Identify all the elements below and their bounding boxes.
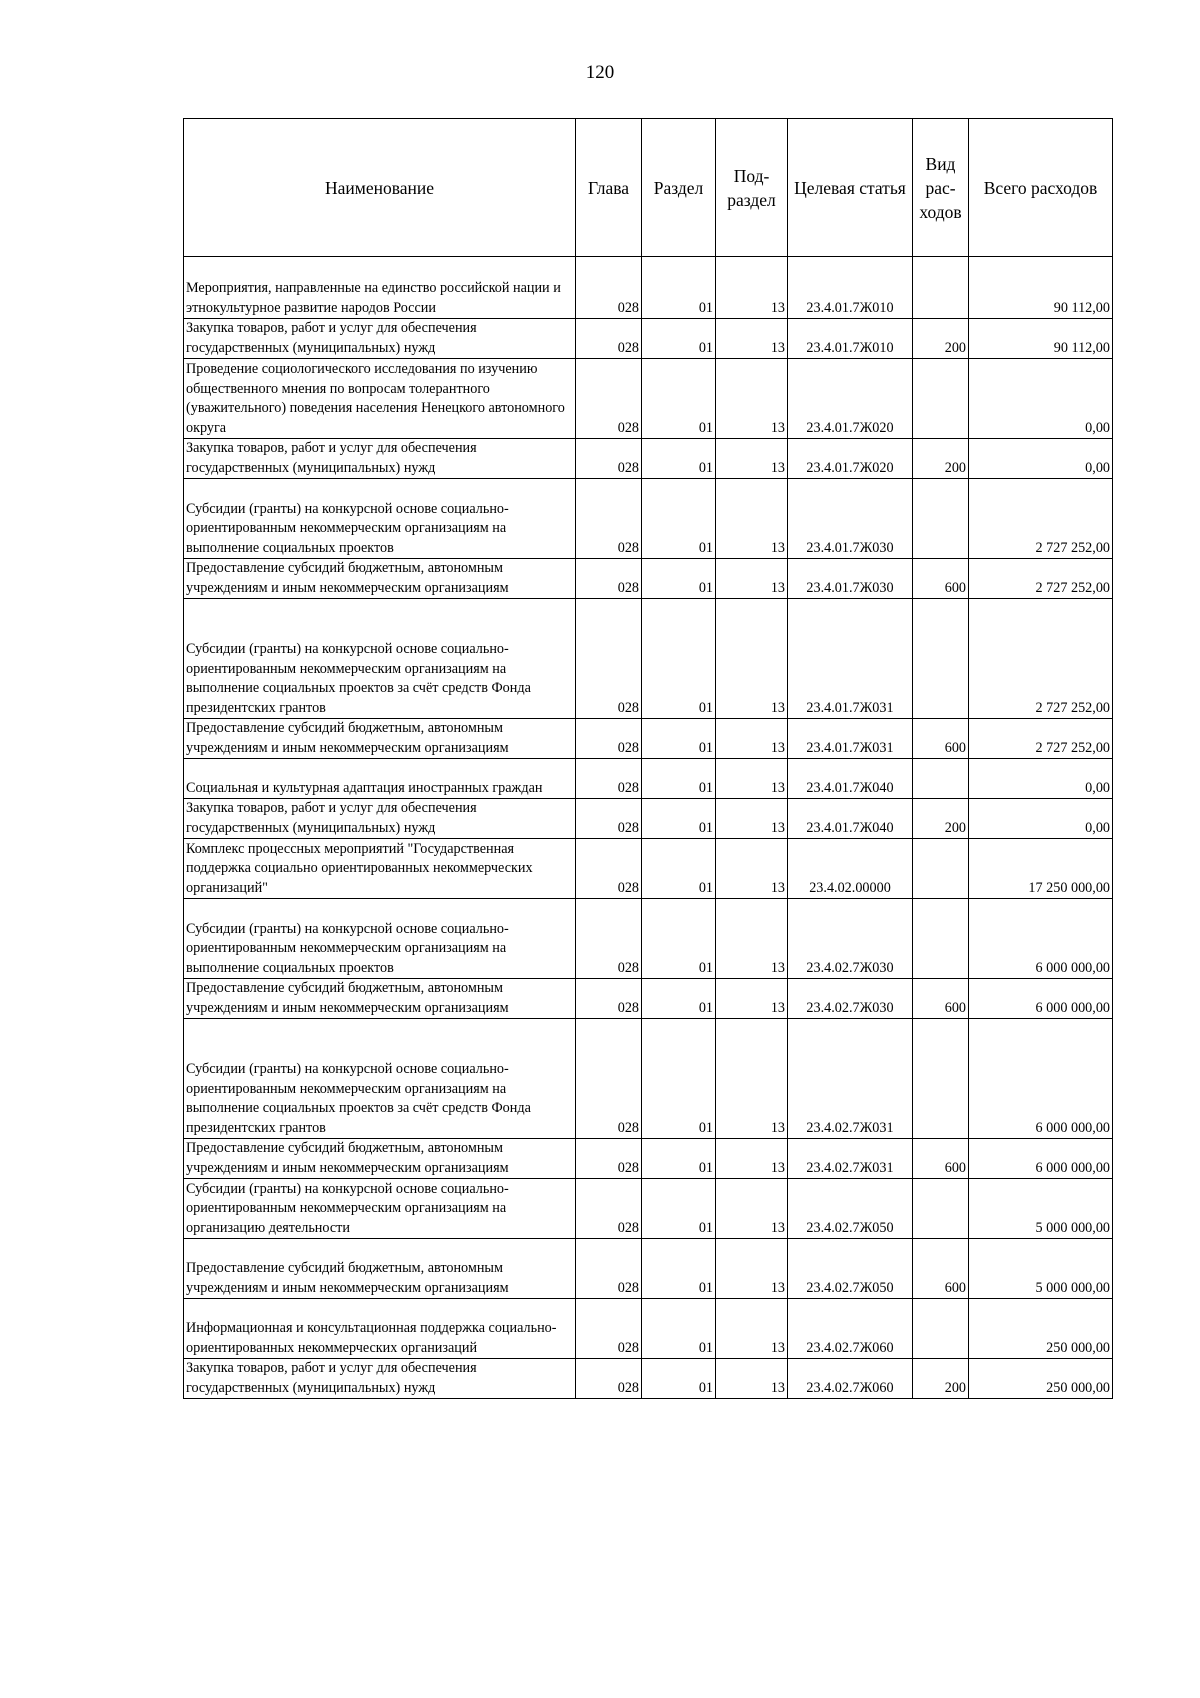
- cell-glava: 028: [576, 1139, 642, 1179]
- cell-vid: 200: [913, 319, 969, 359]
- cell-celevaya: 23.4.02.7Ж031: [788, 1139, 913, 1179]
- cell-name: Социальная и культурная адаптация иностранных граждан: [184, 759, 576, 799]
- cell-vid: [913, 1019, 969, 1139]
- cell-glava: 028: [576, 1239, 642, 1299]
- cell-vid: 600: [913, 1239, 969, 1299]
- cell-razdel: 01: [642, 1299, 716, 1359]
- table-row: [184, 319, 1113, 359]
- cell-name: Субсидии (гранты) на конкурсной основе социально-ориентированным некоммерческим организациям на выполнение социальных проектов за счёт средств Фонда президентских грантов: [184, 1019, 576, 1139]
- cell-name: Закупка товаров, работ и услуг для обеспечения государственных (муниципальных) нужд: [184, 799, 576, 839]
- cell-vsego: 6 000 000,00: [969, 979, 1113, 1019]
- table-row: [184, 257, 1113, 319]
- table-row: [184, 359, 1113, 439]
- cell-glava: 028: [576, 1359, 642, 1399]
- cell-glava: 028: [576, 719, 642, 759]
- cell-glava: 028: [576, 899, 642, 979]
- cell-razdel: 01: [642, 359, 716, 439]
- cell-celevaya: 23.4.01.7Ж010: [788, 257, 913, 319]
- cell-razdel: 01: [642, 1179, 716, 1239]
- cell-podrazdel: 13: [716, 559, 788, 599]
- cell-celevaya: 23.4.02.7Ж050: [788, 1179, 913, 1239]
- cell-name: Закупка товаров, работ и услуг для обеспечения государственных (муниципальных) нужд: [184, 1359, 576, 1399]
- table-row: [184, 479, 1113, 559]
- cell-celevaya: 23.4.01.7Ж020: [788, 359, 913, 439]
- cell-vsego: 0,00: [969, 359, 1113, 439]
- cell-vsego: 250 000,00: [969, 1299, 1113, 1359]
- table-row: [184, 559, 1113, 599]
- cell-razdel: 01: [642, 257, 716, 319]
- cell-celevaya: 23.4.01.7Ж020: [788, 439, 913, 479]
- cell-glava: 028: [576, 359, 642, 439]
- cell-glava: 028: [576, 1019, 642, 1139]
- table-row: [184, 1239, 1113, 1299]
- cell-name: Предоставление субсидий бюджетным, автономным учреждениям и иным некоммерческим организациям: [184, 1239, 576, 1299]
- cell-celevaya: 23.4.01.7Ж031: [788, 719, 913, 759]
- cell-vid: [913, 1299, 969, 1359]
- cell-vid: 600: [913, 1139, 969, 1179]
- header-celevaya: Целевая статья: [788, 119, 913, 257]
- cell-glava: 028: [576, 439, 642, 479]
- cell-podrazdel: 13: [716, 257, 788, 319]
- header-podrazdel: Под- раздел: [716, 119, 788, 257]
- cell-vid: 200: [913, 439, 969, 479]
- cell-glava: 028: [576, 1299, 642, 1359]
- cell-vsego: 6 000 000,00: [969, 1019, 1113, 1139]
- header-razdel: Раздел: [642, 119, 716, 257]
- cell-celevaya: 23.4.01.7Ж040: [788, 799, 913, 839]
- cell-name: Проведение социологического исследования по изучению общественного мнения по вопросам толерантного (уважительного) поведения населения Ненецкого автономного округа: [184, 359, 576, 439]
- header-glava: Глава: [576, 119, 642, 257]
- cell-razdel: 01: [642, 319, 716, 359]
- cell-razdel: 01: [642, 799, 716, 839]
- cell-celevaya: 23.4.02.7Ж030: [788, 979, 913, 1019]
- cell-vid: [913, 839, 969, 899]
- header-vid: Вид рас- ходов: [913, 119, 969, 257]
- cell-name: Предоставление субсидий бюджетным, автономным учреждениям и иным некоммерческим организациям: [184, 559, 576, 599]
- cell-name: Закупка товаров, работ и услуг для обеспечения государственных (муниципальных) нужд: [184, 439, 576, 479]
- table-row: [184, 719, 1113, 759]
- budget-table: [183, 118, 1113, 1399]
- cell-celevaya: 23.4.02.7Ж031: [788, 1019, 913, 1139]
- cell-vsego: 90 112,00: [969, 319, 1113, 359]
- cell-vid: [913, 599, 969, 719]
- cell-celevaya: 23.4.01.7Ж031: [788, 599, 913, 719]
- cell-vsego: 0,00: [969, 799, 1113, 839]
- table-row: [184, 979, 1113, 1019]
- cell-podrazdel: 13: [716, 599, 788, 719]
- cell-vsego: 17 250 000,00: [969, 839, 1113, 899]
- cell-celevaya: 23.4.01.7Ж030: [788, 559, 913, 599]
- cell-glava: 028: [576, 319, 642, 359]
- cell-celevaya: 23.4.01.7Ж030: [788, 479, 913, 559]
- cell-vsego: 6 000 000,00: [969, 1139, 1113, 1179]
- cell-glava: 028: [576, 599, 642, 719]
- header-name: Наименование: [184, 119, 576, 257]
- cell-razdel: 01: [642, 839, 716, 899]
- cell-vsego: 5 000 000,00: [969, 1179, 1113, 1239]
- cell-razdel: 01: [642, 759, 716, 799]
- cell-podrazdel: 13: [716, 979, 788, 1019]
- table-row: [184, 759, 1113, 799]
- cell-razdel: 01: [642, 1239, 716, 1299]
- table-row: [184, 899, 1113, 979]
- cell-vsego: 0,00: [969, 439, 1113, 479]
- table-header: [184, 119, 1113, 257]
- table-row: [184, 839, 1113, 899]
- cell-celevaya: 23.4.02.7Ж060: [788, 1359, 913, 1399]
- cell-podrazdel: 13: [716, 439, 788, 479]
- cell-razdel: 01: [642, 1359, 716, 1399]
- cell-glava: 028: [576, 257, 642, 319]
- cell-glava: 028: [576, 559, 642, 599]
- table-row: [184, 599, 1113, 719]
- cell-podrazdel: 13: [716, 799, 788, 839]
- cell-vsego: 2 727 252,00: [969, 559, 1113, 599]
- cell-glava: 028: [576, 1179, 642, 1239]
- table-row: [184, 1299, 1113, 1359]
- cell-podrazdel: 13: [716, 1359, 788, 1399]
- cell-podrazdel: 13: [716, 1239, 788, 1299]
- header-vsego: Всего расходов: [969, 119, 1113, 257]
- cell-name: Субсидии (гранты) на конкурсной основе социально-ориентированным некоммерческим организациям на выполнение социальных проектов: [184, 899, 576, 979]
- cell-vsego: 5 000 000,00: [969, 1239, 1113, 1299]
- cell-name: Мероприятия, направленные на единство российской нации и этнокультурное развитие народов России: [184, 257, 576, 319]
- cell-vid: 600: [913, 979, 969, 1019]
- cell-name: Информационная и консультационная поддержка социально-ориентированных некоммерческих организаций: [184, 1299, 576, 1359]
- cell-podrazdel: 13: [716, 1299, 788, 1359]
- cell-glava: 028: [576, 979, 642, 1019]
- cell-name: Субсидии (гранты) на конкурсной основе социально-ориентированным некоммерческим организациям на выполнение социальных проектов: [184, 479, 576, 559]
- cell-vid: [913, 1179, 969, 1239]
- cell-glava: 028: [576, 759, 642, 799]
- cell-vid: [913, 759, 969, 799]
- table-row: [184, 799, 1113, 839]
- cell-vid: 600: [913, 559, 969, 599]
- cell-vsego: 6 000 000,00: [969, 899, 1113, 979]
- cell-vid: [913, 257, 969, 319]
- cell-name: Предоставление субсидий бюджетным, автономным учреждениям и иным некоммерческим организациям: [184, 979, 576, 1019]
- cell-podrazdel: 13: [716, 319, 788, 359]
- cell-vid: 600: [913, 719, 969, 759]
- cell-razdel: 01: [642, 1019, 716, 1139]
- cell-glava: 028: [576, 479, 642, 559]
- cell-podrazdel: 13: [716, 759, 788, 799]
- cell-vid: 200: [913, 799, 969, 839]
- cell-celevaya: 23.4.02.7Ж050: [788, 1239, 913, 1299]
- cell-razdel: 01: [642, 979, 716, 1019]
- table-row: [184, 1139, 1113, 1179]
- cell-vsego: 0,00: [969, 759, 1113, 799]
- cell-name: Комплекс процессных мероприятий "Государственная поддержка социально ориентированных некоммерческих организаций": [184, 839, 576, 899]
- cell-podrazdel: 13: [716, 899, 788, 979]
- cell-vsego: 250 000,00: [969, 1359, 1113, 1399]
- cell-name: Предоставление субсидий бюджетным, автономным учреждениям и иным некоммерческим организациям: [184, 1139, 576, 1179]
- cell-celevaya: 23.4.02.7Ж030: [788, 899, 913, 979]
- cell-celevaya: 23.4.02.00000: [788, 839, 913, 899]
- cell-vsego: 2 727 252,00: [969, 719, 1113, 759]
- cell-razdel: 01: [642, 1139, 716, 1179]
- cell-podrazdel: 13: [716, 839, 788, 899]
- cell-name: Субсидии (гранты) на конкурсной основе социально-ориентированным некоммерческим организациям на выполнение социальных проектов за счёт средств Фонда президентских грантов: [184, 599, 576, 719]
- page-number: 120: [585, 62, 615, 83]
- cell-celevaya: 23.4.01.7Ж040: [788, 759, 913, 799]
- cell-razdel: 01: [642, 559, 716, 599]
- cell-podrazdel: 13: [716, 1019, 788, 1139]
- cell-podrazdel: 13: [716, 719, 788, 759]
- cell-podrazdel: 13: [716, 479, 788, 559]
- cell-podrazdel: 13: [716, 1179, 788, 1239]
- cell-razdel: 01: [642, 599, 716, 719]
- cell-glava: 028: [576, 799, 642, 839]
- cell-glava: 028: [576, 839, 642, 899]
- cell-name: Предоставление субсидий бюджетным, автономным учреждениям и иным некоммерческим организациям: [184, 719, 576, 759]
- table-row: [184, 439, 1113, 479]
- table-body: [184, 257, 1113, 1399]
- cell-vid: [913, 359, 969, 439]
- cell-podrazdel: 13: [716, 359, 788, 439]
- cell-name: Субсидии (гранты) на конкурсной основе социально-ориентированным некоммерческим организациям на организацию деятельности: [184, 1179, 576, 1239]
- cell-celevaya: 23.4.01.7Ж010: [788, 319, 913, 359]
- table-row: [184, 1019, 1113, 1139]
- cell-vsego: 90 112,00: [969, 257, 1113, 319]
- cell-vid: 200: [913, 1359, 969, 1399]
- cell-razdel: 01: [642, 719, 716, 759]
- table-row: [184, 1359, 1113, 1399]
- cell-vsego: 2 727 252,00: [969, 599, 1113, 719]
- cell-celevaya: 23.4.02.7Ж060: [788, 1299, 913, 1359]
- cell-vsego: 2 727 252,00: [969, 479, 1113, 559]
- cell-razdel: 01: [642, 439, 716, 479]
- cell-razdel: 01: [642, 479, 716, 559]
- table-row: [184, 1179, 1113, 1239]
- cell-razdel: 01: [642, 899, 716, 979]
- cell-vid: [913, 899, 969, 979]
- cell-vid: [913, 479, 969, 559]
- cell-name: Закупка товаров, работ и услуг для обеспечения государственных (муниципальных) нужд: [184, 319, 576, 359]
- cell-podrazdel: 13: [716, 1139, 788, 1179]
